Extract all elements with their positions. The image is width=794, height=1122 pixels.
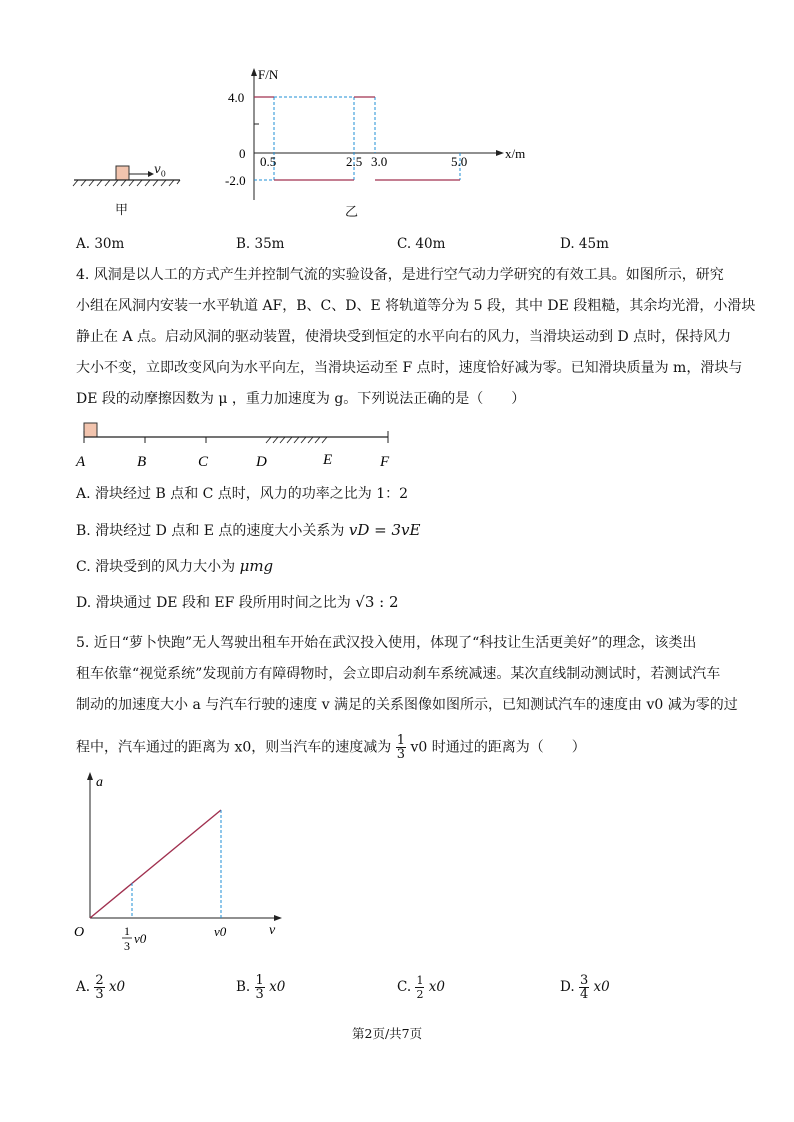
q4-option-b[interactable]: B. 滑块经过 D 点和 E 点的速度大小关系为 vD = 3vE [76,521,421,539]
q5-option-c[interactable]: C. $\frac{1}{2}$ x0 [397,974,445,1001]
point-a-label: A [76,454,86,470]
sliding-block [116,166,129,180]
q5-stem-line-2: 租车依靠“视觉系统”发现前方有障碍物时，会立即启动刹车系统减速。某次直线制动测试时，若测试汽车 [76,666,721,682]
x-tick-2.5: 2.5 [346,154,363,169]
point-b-label: B [137,454,147,470]
tick-third-num: 1 [124,924,130,938]
x-tick-5.0: 5.0 [451,154,468,169]
q3-option-c[interactable]: C. 40m [397,236,446,252]
q5-option-b[interactable]: B. $\frac{1}{3}$ x0 [236,973,286,1002]
origin-label: O [74,925,85,940]
q4-option-c-formula: μmg [239,557,274,575]
a-v-line [90,810,221,918]
y-axis-label: F/N [258,67,279,82]
q4-option-a[interactable]: A. 滑块经过 B 点和 C 点时，风力的功率之比为 1：2 [76,486,409,502]
q5-stem-line-3: 制动的加速度大小 a 与汽车行驶的速度 v 满足的关系图像如图所示，已知测试汽车的速度由 v0 减为零的过 [76,697,738,713]
rough-section-de [266,437,327,443]
q5-stem-line-1: 5. 近日“萝卜快跑”无人驾驶出租车开始在武汉投入使用，体现了“科技让生活更美好”的理念，该类出 [76,635,697,651]
q5-option-a[interactable]: A. $\frac{2}{3}$ x0 [76,973,126,1002]
q4-stem-line-5: DE 段的动摩擦因数为 μ ，重力加速度为 g。下列说法正确的是（ ） [76,391,526,407]
point-d-label: D [256,454,267,470]
q4-stem-line-3: 静止在 A 点。启动风洞的驱动装置，使滑块受到恒定的水平向右的风力，当滑块运动到 D 点时，保持风力 [76,329,732,345]
q4-stem-line-2: 小组在风洞内安装一水平轨道 AF，B、C、D、E 将轨道等分为 5 段，其中 DE 段粗糙，其余均光滑，小滑块 [76,298,756,314]
q4-stem-line-1: 4. 风洞是以人工的方式产生并控制气流的实验设备，是进行空气动力学研究的有效工具。如图所示，研究 [76,267,724,283]
x-axis-label: x/m [505,146,526,161]
slider-block [84,423,97,437]
figure-jia: $v_0$ [70,160,190,220]
y-tick-4: 4.0 [228,90,245,105]
figure-yi-caption: 乙 [345,205,359,220]
q4-option-d[interactable]: D. 滑块通过 DE 段和 EF 段所用时间之比为 √3 : 2 [76,593,399,611]
tick-v0: v0 [214,924,227,939]
v0-label: v [154,162,161,176]
a-axis-label: a [96,775,103,790]
q4-stem-line-4: 大小不变，立即改变风向为水平向左，当滑块运动至 F 点时，速度恰好减为零。已知滑块质量为 m，滑块与 [76,360,743,376]
q5-one-third-fraction: $\frac{1}{3}$ [396,733,405,762]
point-e-label: E [323,452,333,468]
a-v-dashed-guides [132,810,221,918]
point-f-label: F [380,454,390,470]
q3-option-b[interactable]: B. 35m [236,236,285,252]
q5-stem-line-4: 程中，汽车通过的距离为 x0，则当汽车的速度减为 $\frac{1}{3}$ v0 时通过的距离为（ ） [76,733,586,762]
tick-third-var: v0 [134,931,147,946]
q3-option-d[interactable]: D. 45m [560,236,609,252]
y-tick-neg2: -2.0 [225,173,246,188]
q3-option-a[interactable]: A. 30m [76,236,125,252]
ground-hatching [73,180,180,186]
point-c-label: C [198,454,209,470]
x-tick-0.5: 0.5 [260,154,277,169]
figure-jia-caption: 甲 [115,203,129,218]
page-number-footer: 第2页/共7页 [352,1026,423,1041]
q4-option-d-formula: √3 : 2 [355,593,399,611]
q5-option-d[interactable]: D. $\frac{3}{4}$ x0 [560,973,610,1002]
a-v-graph [66,768,296,958]
q4-option-c[interactable]: C. 滑块受到的风力大小为 μmg [76,557,274,575]
figure-yi-graph [220,62,540,212]
wind-tunnel-track [70,420,400,472]
tick-third-den: 3 [124,939,130,953]
y-tick-0: 0 [239,146,246,161]
figure-jia-svg [70,160,190,220]
q4-option-b-formula: vD = 3vE [348,521,421,539]
x-tick-3.0: 3.0 [371,154,388,169]
v-axis-label: v [269,923,276,938]
